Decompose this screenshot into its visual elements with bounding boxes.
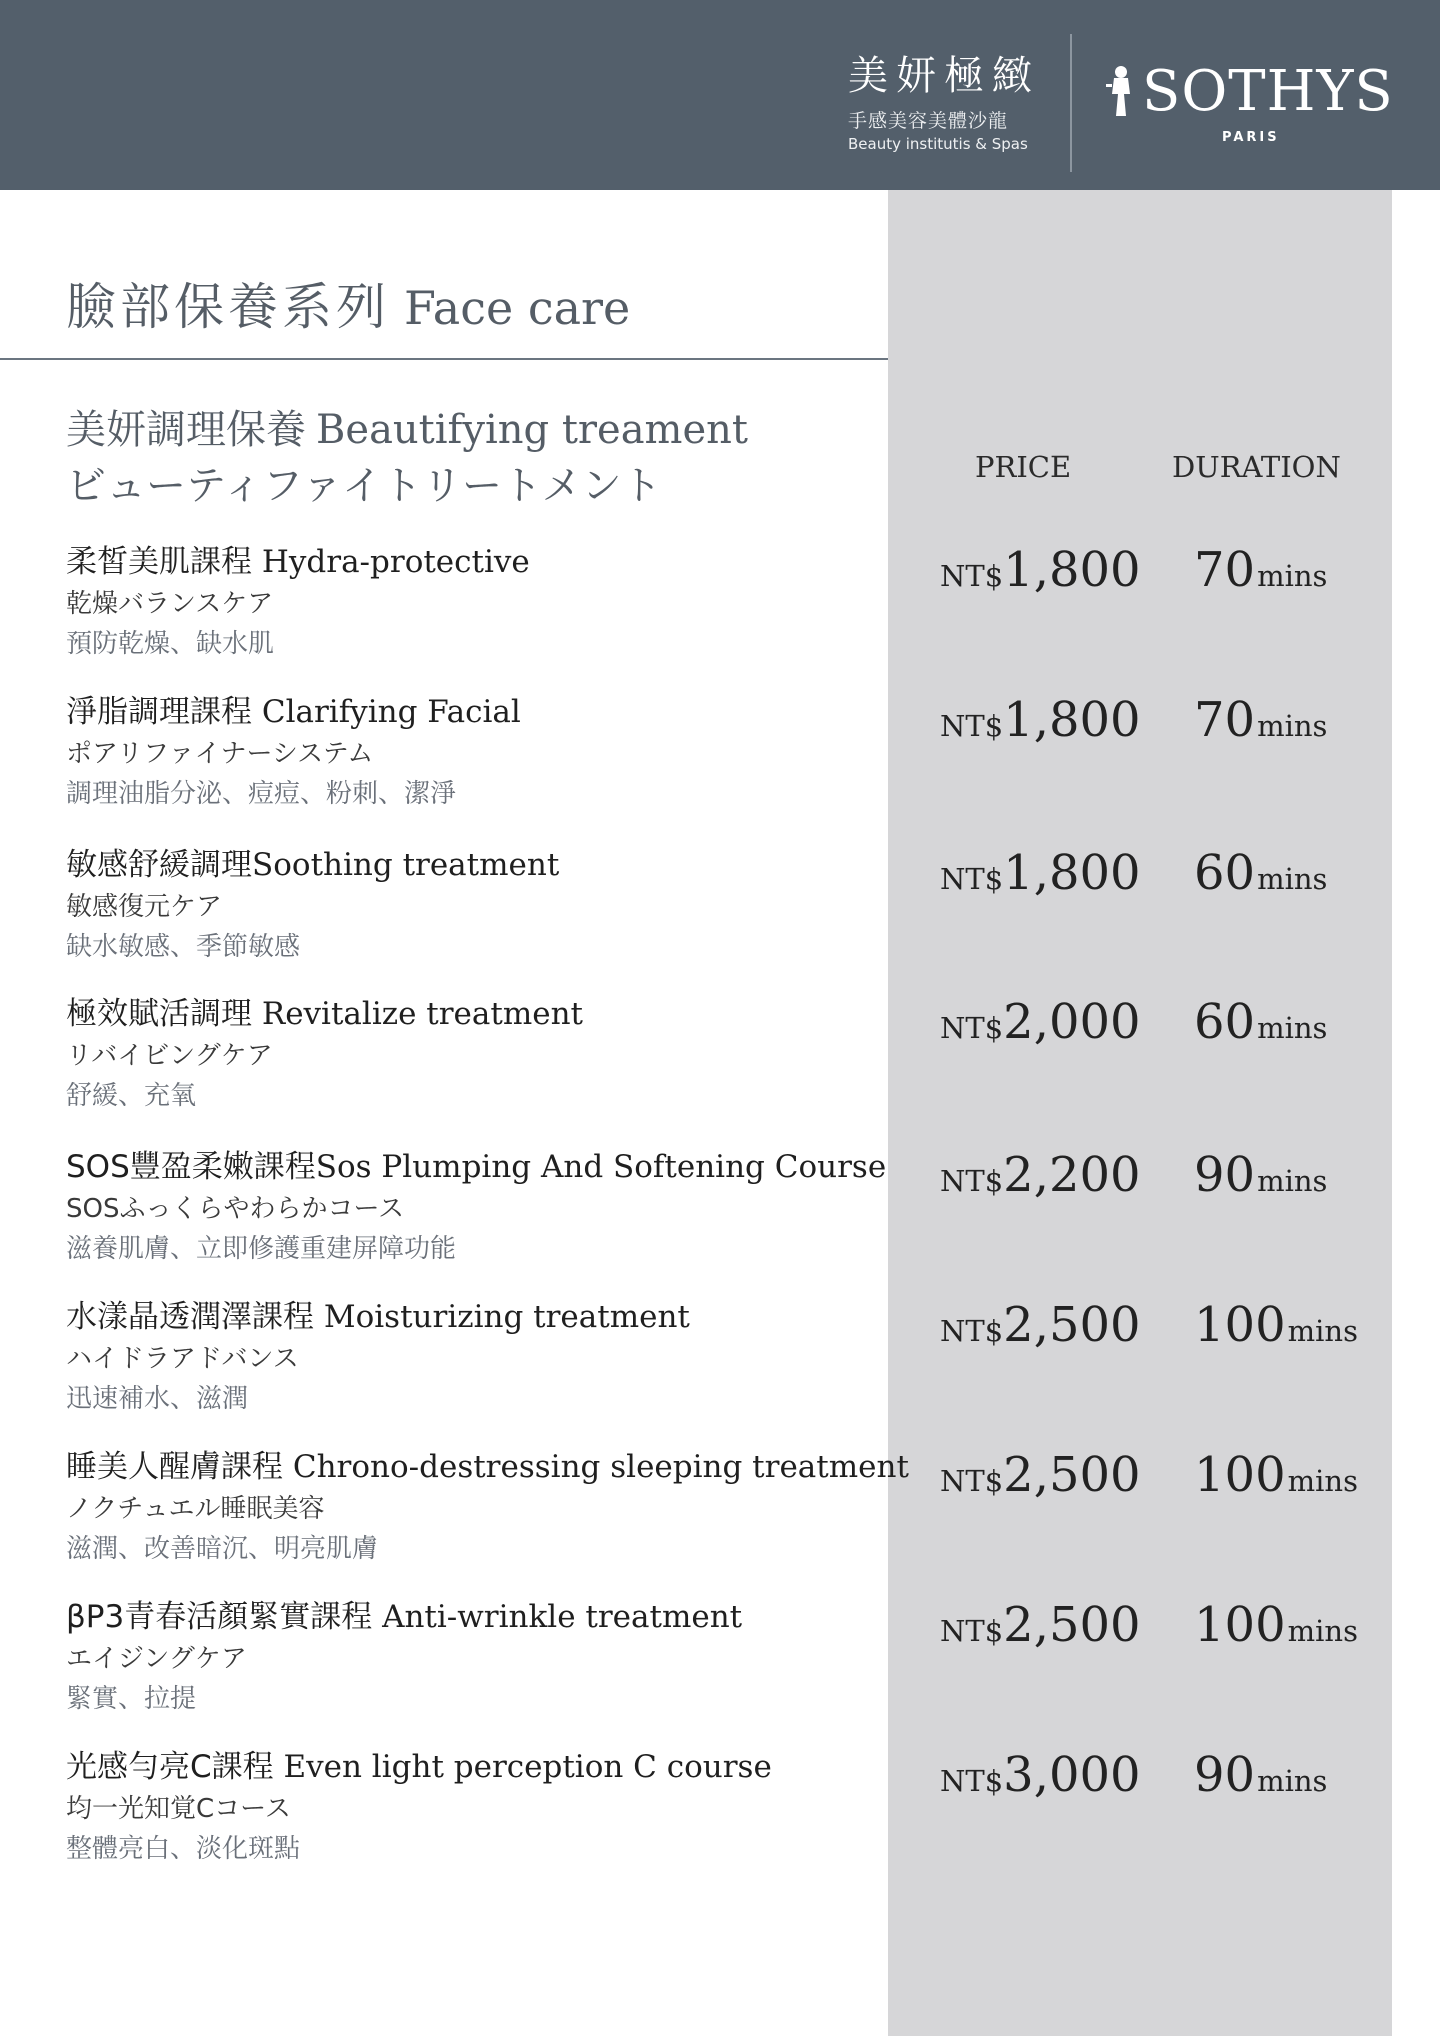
treatment-price xyxy=(940,1747,1141,1803)
treatment-description: 舒緩、充氧 xyxy=(66,1081,197,1111)
treatment-name-en: Anti-wrinkle treatment xyxy=(382,1599,743,1635)
treatment-name-en: Sos Plumping And Softening Course xyxy=(315,1149,887,1185)
treatment-name xyxy=(66,1295,690,1339)
section-divider xyxy=(0,358,888,360)
price-amount: 1,800 xyxy=(1003,542,1141,598)
treatment-name-zh: 光感勻亮C課程 xyxy=(66,1749,284,1785)
duration-unit: mins xyxy=(1257,1764,1328,1798)
treatment-duration xyxy=(1194,1597,1358,1653)
price-amount: 3,000 xyxy=(1003,1747,1141,1803)
treatment-price xyxy=(940,845,1141,901)
brand-tagline-en: Beauty institutis & Spas xyxy=(848,135,1028,153)
treatment-name-en: Soothing treatment xyxy=(252,847,560,883)
treatment-duration xyxy=(1194,994,1327,1050)
treatment-description: 滋養肌膚、立即修護重建屏障功能 xyxy=(66,1234,457,1264)
section-title-zh: 臉部保養系列 xyxy=(66,278,390,336)
treatment-description: 迅速補水、滋潤 xyxy=(66,1384,249,1414)
sothys-figure-icon xyxy=(1104,64,1138,118)
treatment-description: 缺水敏感、季節敏感 xyxy=(66,932,301,962)
treatment-price xyxy=(940,692,1141,748)
price-amount: 1,800 xyxy=(1003,692,1141,748)
sothys-logo xyxy=(1104,60,1394,150)
treatment-price xyxy=(940,1597,1141,1653)
treatment-duration xyxy=(1194,542,1327,598)
treatment-item xyxy=(66,1745,1396,1885)
treatment-name-jp: ポアリファイナーシステム xyxy=(66,739,374,769)
treatment-item xyxy=(66,1595,1396,1735)
treatment-name xyxy=(66,1595,742,1639)
duration-value: 60 xyxy=(1194,994,1256,1050)
treatment-duration xyxy=(1194,845,1327,901)
treatment-item xyxy=(66,540,1396,680)
price-currency: NT$ xyxy=(940,1764,1004,1798)
treatment-description: 滋潤、改善暗沉、明亮肌膚 xyxy=(66,1534,379,1564)
treatment-name-jp: SOSふっくらやわらかコース xyxy=(66,1194,405,1224)
treatment-name-en: Revitalize treatment xyxy=(261,996,583,1032)
treatment-item xyxy=(66,1295,1396,1435)
price-amount: 2,500 xyxy=(1003,1447,1141,1503)
treatment-name-en: Moisturizing treatment xyxy=(323,1299,690,1335)
price-amount: 2,200 xyxy=(1003,1147,1141,1203)
duration-value: 90 xyxy=(1194,1147,1256,1203)
treatment-name xyxy=(66,1745,772,1789)
treatment-description: 預防乾燥、缺水肌 xyxy=(66,629,275,659)
treatment-item xyxy=(66,1145,1396,1285)
treatment-duration xyxy=(1194,1447,1358,1503)
price-currency: NT$ xyxy=(940,1011,1004,1045)
duration-unit: mins xyxy=(1287,1614,1358,1648)
logo-wordmark: SOTHYS xyxy=(1142,59,1394,124)
treatment-item xyxy=(66,1445,1396,1585)
duration-unit: mins xyxy=(1257,862,1328,896)
section-title xyxy=(66,272,630,343)
price-amount: 2,500 xyxy=(1003,1597,1141,1653)
treatment-price xyxy=(940,994,1141,1050)
treatment-name-zh: 水漾晶透潤澤課程 xyxy=(66,1299,324,1335)
treatment-description: 調理油脂分泌、痘痘、粉刺、潔淨 xyxy=(66,779,457,809)
treatment-name-en: Chrono-destressing sleeping treatment xyxy=(292,1449,909,1485)
duration-value: 100 xyxy=(1194,1447,1286,1503)
price-amount: 2,000 xyxy=(1003,994,1141,1050)
price-amount: 2,500 xyxy=(1003,1297,1141,1353)
category-heading-en: Beautifying treament xyxy=(316,407,748,453)
treatment-duration xyxy=(1194,692,1327,748)
treatment-name-en: Hydra-protective xyxy=(261,544,530,580)
treatment-name-en: Clarifying Facial xyxy=(261,694,521,730)
price-currency: NT$ xyxy=(940,1314,1004,1348)
duration-value: 70 xyxy=(1194,542,1256,598)
treatment-name-jp: 敏感復元ケア xyxy=(66,892,223,922)
treatment-name-jp: エイジングケア xyxy=(66,1644,247,1674)
treatment-name-en: Even light perception C course xyxy=(283,1749,772,1785)
treatment-duration xyxy=(1194,1147,1327,1203)
duration-value: 70 xyxy=(1194,692,1256,748)
duration-unit: mins xyxy=(1257,709,1328,743)
header-bar xyxy=(0,0,1440,190)
price-currency: NT$ xyxy=(940,1164,1004,1198)
duration-unit: mins xyxy=(1287,1314,1358,1348)
category-heading-zh: 美妍調理保養 xyxy=(66,407,306,453)
duration-column-header: DURATION xyxy=(1172,450,1341,484)
treatment-name-zh: 睡美人醒膚課程 xyxy=(66,1449,293,1485)
duration-unit: mins xyxy=(1257,1011,1328,1045)
treatment-item xyxy=(66,992,1396,1132)
treatment-name-jp: リバイビングケア xyxy=(66,1041,273,1071)
price-currency: NT$ xyxy=(940,709,1004,743)
treatment-name-jp: ハイドラアドバンス xyxy=(66,1344,299,1374)
treatment-description: 整體亮白、淡化斑點 xyxy=(66,1834,301,1864)
treatment-duration xyxy=(1194,1747,1327,1803)
section-title-en: Face care xyxy=(404,281,631,335)
treatment-name-jp: ノクチュエル睡眠美容 xyxy=(66,1494,325,1524)
duration-value: 100 xyxy=(1194,1597,1286,1653)
treatment-description: 緊實、拉提 xyxy=(66,1684,197,1714)
logo-subtext: PARIS xyxy=(1222,130,1280,145)
price-currency: NT$ xyxy=(940,862,1004,896)
treatment-name-zh: βP3青春活顏緊實課程 xyxy=(66,1599,383,1635)
treatment-name-zh: 柔皙美肌課程 xyxy=(66,544,262,580)
brand-tagline-cn: 手感美容美體沙龍 xyxy=(848,110,1009,132)
duration-unit: mins xyxy=(1257,559,1328,593)
treatment-price xyxy=(940,1297,1141,1353)
brand-name-cn: 美妍極緻 xyxy=(848,53,1040,99)
price-currency: NT$ xyxy=(940,559,1004,593)
treatment-price xyxy=(940,1447,1141,1503)
duration-value: 60 xyxy=(1194,845,1256,901)
treatment-name xyxy=(66,690,521,734)
treatment-name xyxy=(66,540,530,584)
price-column-header: PRICE xyxy=(975,450,1072,484)
treatment-name-jp: 均一光知覚Cコース xyxy=(66,1794,291,1824)
duration-value: 100 xyxy=(1194,1297,1286,1353)
treatment-name-zh: 極效賦活調理 xyxy=(66,996,262,1032)
duration-value: 90 xyxy=(1194,1747,1256,1803)
treatment-name xyxy=(66,843,559,887)
treatment-name xyxy=(66,1145,886,1189)
price-currency: NT$ xyxy=(940,1464,1004,1498)
header-divider xyxy=(1070,34,1072,172)
duration-unit: mins xyxy=(1257,1164,1328,1198)
treatment-name xyxy=(66,1445,909,1489)
category-heading-jp: ビューティファイトリートメント xyxy=(66,463,662,509)
category-heading xyxy=(66,402,748,514)
treatment-duration xyxy=(1194,1297,1358,1353)
price-amount: 1,800 xyxy=(1003,845,1141,901)
treatment-name-jp: 乾燥バランスケア xyxy=(66,589,274,619)
treatment-item xyxy=(66,843,1396,983)
treatment-name-zh: 淨脂調理課程 xyxy=(66,694,262,730)
treatment-item xyxy=(66,690,1396,830)
treatment-name-zh: SOS豐盈柔嫩課程 xyxy=(66,1149,316,1185)
treatment-price xyxy=(940,1147,1141,1203)
treatment-name-zh: 敏感舒緩調理 xyxy=(66,847,252,883)
treatment-name xyxy=(66,992,583,1036)
duration-unit: mins xyxy=(1287,1464,1358,1498)
price-currency: NT$ xyxy=(940,1614,1004,1648)
treatment-price xyxy=(940,542,1141,598)
